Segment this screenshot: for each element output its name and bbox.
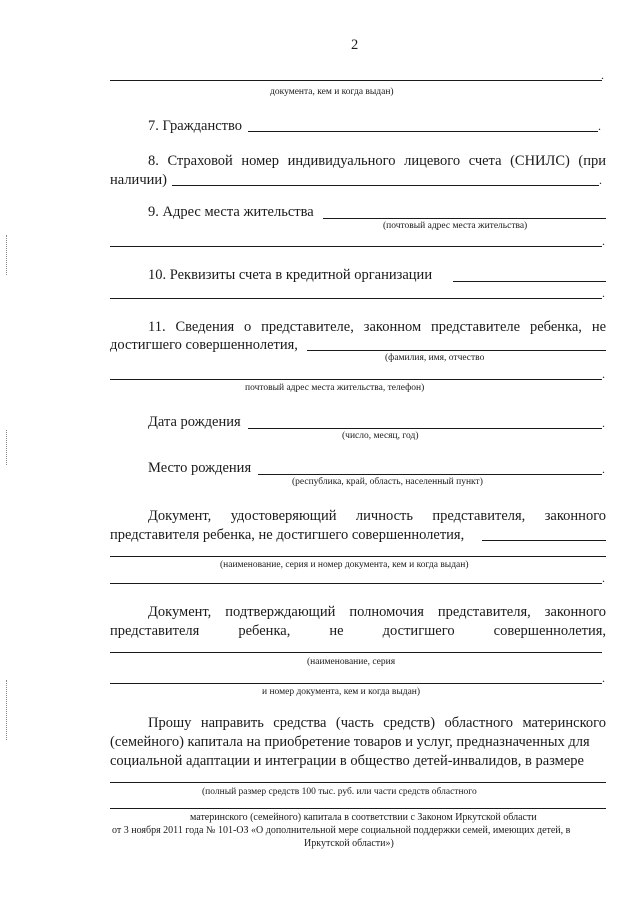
word: о — [244, 319, 252, 335]
word: достигшего — [382, 623, 455, 639]
birth-place-caption: (республика, край, область, населенный пункт) — [292, 477, 483, 487]
representative-address-caption: почтовый адрес места жительства, телефон) — [245, 383, 425, 393]
word: индивидуального — [287, 153, 396, 169]
word: законного — [544, 508, 607, 524]
word: представителя — [110, 623, 200, 639]
word: Документ, — [148, 508, 212, 524]
word: не — [329, 623, 344, 639]
line-end-dot: . — [602, 571, 605, 585]
word: лицевого — [404, 153, 461, 169]
identity-document-caption: (наименование, серия и номер документа, кем и когда выдан) — [220, 560, 469, 570]
scan-artifact-left — [6, 680, 7, 740]
word: законного — [544, 604, 607, 620]
word: представителе — [431, 319, 521, 335]
identity-document-field-3[interactable] — [110, 583, 602, 584]
authority-document-label-line2 — [110, 623, 606, 640]
word: (СНИЛС) — [510, 153, 570, 169]
word: законном — [363, 319, 422, 335]
line-end-dot: . — [602, 671, 605, 685]
authority-document-label-line1 — [148, 604, 606, 621]
scan-artifact-left — [6, 430, 7, 465]
word: Прошу — [148, 715, 192, 731]
word: ребенка, — [529, 319, 582, 335]
word: средств) — [383, 715, 436, 731]
identity-document-label-line1 — [148, 508, 606, 525]
amount-caption-2: материнского (семейного) капитала в соответствии с Законом Иркутской области — [190, 812, 537, 823]
word: личность — [355, 508, 413, 524]
word: не — [591, 319, 607, 335]
identity-document-label-line2: представителя ребенка, не достигшего совершеннолетия, — [110, 527, 465, 543]
request-text-line1 — [148, 715, 606, 732]
citizenship-field[interactable] — [248, 131, 598, 132]
snils-label-line2: наличии) — [110, 172, 167, 188]
line-end-dot: . — [602, 367, 605, 381]
amount-field-2[interactable] — [110, 808, 606, 809]
amount-caption-4: Иркутской области») — [304, 838, 394, 849]
word: средства — [273, 715, 327, 731]
line-end-dot: . — [602, 462, 605, 476]
representative-label-line1 — [148, 319, 606, 336]
bank-account-field-continued[interactable] — [110, 298, 602, 299]
identity-document-field[interactable] — [482, 540, 606, 541]
word: представителя, — [437, 604, 531, 620]
snils-field[interactable] — [172, 185, 599, 186]
bank-account-label: 10. Реквизиты счета в кредитной организации — [148, 267, 433, 283]
word: Страховой — [167, 153, 233, 169]
word: представителя, — [432, 508, 526, 524]
request-text-line2: (семейного) капитала на приобретение товаров и услуг, предназначенных для — [110, 734, 590, 750]
line-end-dot: . — [601, 68, 604, 82]
address-caption: (почтовый адрес места жительства) — [383, 221, 528, 231]
word: представителе, — [261, 319, 354, 335]
address-field[interactable] — [323, 218, 606, 219]
citizenship-label: 7. Гражданство — [148, 118, 243, 134]
word: (при — [578, 153, 607, 169]
word: направить — [200, 715, 264, 731]
word: 11. — [148, 319, 166, 335]
address-field-continued[interactable] — [110, 246, 602, 247]
word: подтверждающий — [225, 604, 336, 620]
word: счета — [468, 153, 502, 169]
birth-date-field[interactable] — [248, 428, 602, 429]
word: Документ, — [148, 604, 212, 620]
scan-artifact-left — [6, 235, 7, 275]
identity-document-field-2[interactable] — [110, 556, 606, 557]
line-end-dot: . — [602, 416, 605, 430]
birth-place-field[interactable] — [258, 474, 602, 475]
representative-name-field[interactable] — [307, 350, 606, 351]
amount-field[interactable] — [110, 782, 606, 783]
authority-document-field[interactable] — [110, 652, 602, 653]
line-end-dot: . — [598, 119, 601, 133]
word: полномочия — [349, 604, 424, 620]
authority-document-caption-2: и номер документа, кем и когда выдан) — [262, 687, 421, 697]
address-label: 9. Адрес места жительства — [148, 204, 314, 220]
word: ребенка, — [238, 623, 291, 639]
page-number: 2 — [351, 37, 359, 53]
line-end-dot: . — [602, 286, 605, 300]
amount-caption-1: (полный размер средств 100 тыс. руб. или части средств областного — [202, 787, 477, 797]
snils-label-line1 — [148, 153, 606, 170]
representative-address-field[interactable] — [110, 379, 602, 380]
word: областного — [444, 715, 514, 731]
word: (часть — [335, 715, 374, 731]
document-issuer-caption: документа, кем и когда выдан) — [270, 87, 394, 97]
word: Сведения — [175, 319, 235, 335]
bank-account-field[interactable] — [453, 281, 606, 282]
word: удостоверяющий — [230, 508, 337, 524]
authority-document-field-2[interactable] — [110, 683, 602, 684]
birth-date-label: Дата рождения — [148, 414, 241, 430]
line-end-dot: . — [599, 173, 602, 187]
word: 8. — [148, 153, 159, 169]
document-issuer-line — [110, 80, 602, 81]
authority-document-caption-1: (наименование, серия — [307, 657, 396, 667]
birth-place-label: Место рождения — [148, 460, 252, 476]
birth-date-caption: (число, месяц, год) — [342, 431, 419, 441]
word: номер — [241, 153, 279, 169]
line-end-dot: . — [602, 234, 605, 248]
representative-name-caption: (фамилия, имя, отчество — [385, 353, 485, 363]
word: материнского — [522, 715, 606, 731]
representative-label-line2: достигшего совершеннолетия, — [110, 337, 298, 353]
amount-caption-3: от 3 ноября 2011 года № 101-ОЗ «О дополнительной мере социальной поддержки семей, имеющих детей, в — [112, 825, 571, 836]
word: совершеннолетия, — [493, 623, 607, 639]
request-text-line3: социальной адаптации и интеграции в общество детей-инвалидов, в размере — [110, 753, 584, 769]
